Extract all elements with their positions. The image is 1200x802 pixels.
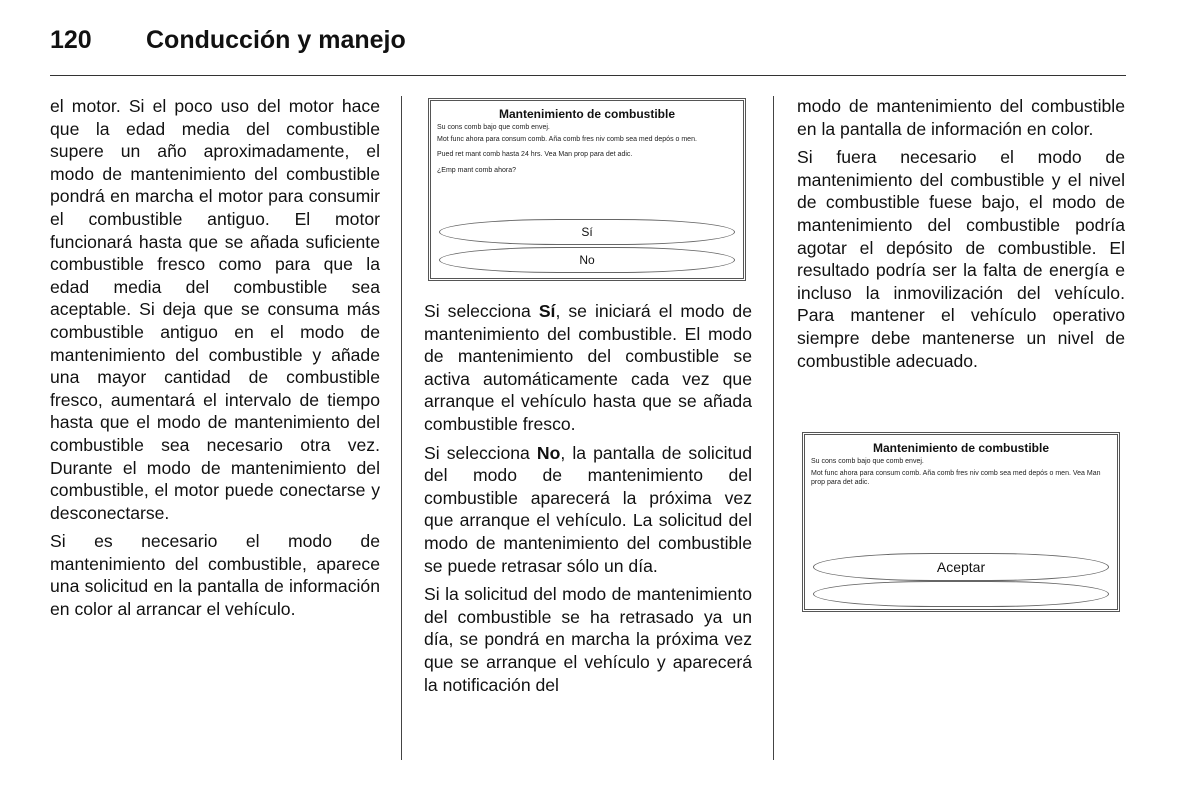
- paragraph: el motor. Si el poco uso del motor hace que la edad media del combustible supere un año aproximadamente, el modo de mantenimiento del combustible pondrá en marcha el motor para consumir el combustible antiguo. El motor funcionará hasta que se añada suficiente combustible fresco como para que la edad media del combustible sea aceptable. Si deja que se consuma más combustible antiguo en el modo de mantenimiento del combustible y añade una mayor cantidad de combustible fresco, aumentará el intervalo de tiempo hasta que el modo de mantenimiento del combustible sea necesario otra vez. Durante el modo de mantenimiento del combustible, el motor puede conectarse y desconectarse.: [50, 96, 380, 523]
- empty-button-slot: [813, 581, 1109, 607]
- column-divider-1: [401, 96, 402, 760]
- screen-message: [431, 121, 743, 179]
- bold-term: Sí: [538, 301, 556, 321]
- yes-button[interactable]: Sí: [439, 219, 735, 245]
- paragraph: modo de mantenimiento del combustible en la pantalla de información en color.: [797, 96, 1125, 139]
- paragraph: Si es necesario el modo de mantenimiento del combustible, aparece una solicitud en la pantalla de información en color al arrancar el vehículo.: [50, 531, 380, 620]
- paragraph: Si la solicitud del modo de mantenimiento del combustible se ha retrasado ya un día, se pondrá en marcha la próxima vez que se arranque el vehículo y aparecerá la notificación del: [424, 584, 752, 695]
- column-3: [797, 95, 1125, 378]
- no-button[interactable]: No: [439, 247, 735, 273]
- text: , la pantalla de solicitud del modo de mantenimiento del combustible aparecerá la próxima vez que arranque el vehículo. La solicitud del modo de mantenimiento del combustible se puede retrasar sólo un día.: [424, 442, 752, 576]
- screen-message: [805, 455, 1117, 492]
- screen-title: Mantenimiento de combustible: [498, 107, 675, 121]
- column-2: [424, 300, 752, 702]
- page-title: Conducción y manejo: [146, 26, 406, 54]
- column-divider-2: [773, 96, 774, 760]
- column-1: [50, 95, 380, 627]
- screen-line: ¿Emp mant comb ahora?: [437, 166, 516, 174]
- screen-line: Mot func ahora para consum comb. Aña comb fres niv comb sea med depós o men. Vea Man prop para det adic.: [811, 469, 1101, 486]
- fuel-maintenance-notice-screen: [802, 432, 1120, 612]
- header-divider: [50, 75, 1126, 76]
- accept-button[interactable]: Aceptar: [813, 553, 1109, 581]
- text: Si selecciona: [424, 301, 539, 321]
- page-number: 120: [50, 26, 92, 54]
- text: , se iniciará el modo de mantenimiento del combustible. El modo de mantenimiento del combustible se activa automáticamente cada vez que arranque el vehículo hasta que se añada combustible fresco.: [424, 301, 752, 434]
- screen-title: Mantenimiento de combustible: [872, 441, 1049, 455]
- screen-line: Pued ret mant comb hasta 24 hrs. Vea Man prop para det adic.: [437, 151, 633, 158]
- paragraph: [424, 300, 752, 436]
- fuel-maintenance-prompt-screen: [428, 98, 746, 281]
- bold-term: No: [536, 442, 561, 463]
- screen-line: Mot func ahora para consum comb. Aña comb fres niv comb sea med depós o men.: [437, 135, 697, 143]
- paragraph: Si fuera necesario el modo de mantenimiento del combustible y el nivel de combustible fuese bajo, el modo de mantenimiento del combustible podría agotar el depósito de combustible. El resultado podría ser la falta de energía e incluso la inmovilización del vehículo. Para mantener el vehículo operativo siempre debe mantenerse un nivel de combustible adecuado.: [797, 147, 1125, 371]
- page-header: [50, 26, 406, 56]
- screen-line: Su cons comb bajo que comb envej.: [437, 124, 550, 131]
- screen-line: Su cons comb bajo que comb envej.: [811, 458, 924, 465]
- text: Si selecciona: [424, 442, 537, 463]
- paragraph: [424, 442, 752, 578]
